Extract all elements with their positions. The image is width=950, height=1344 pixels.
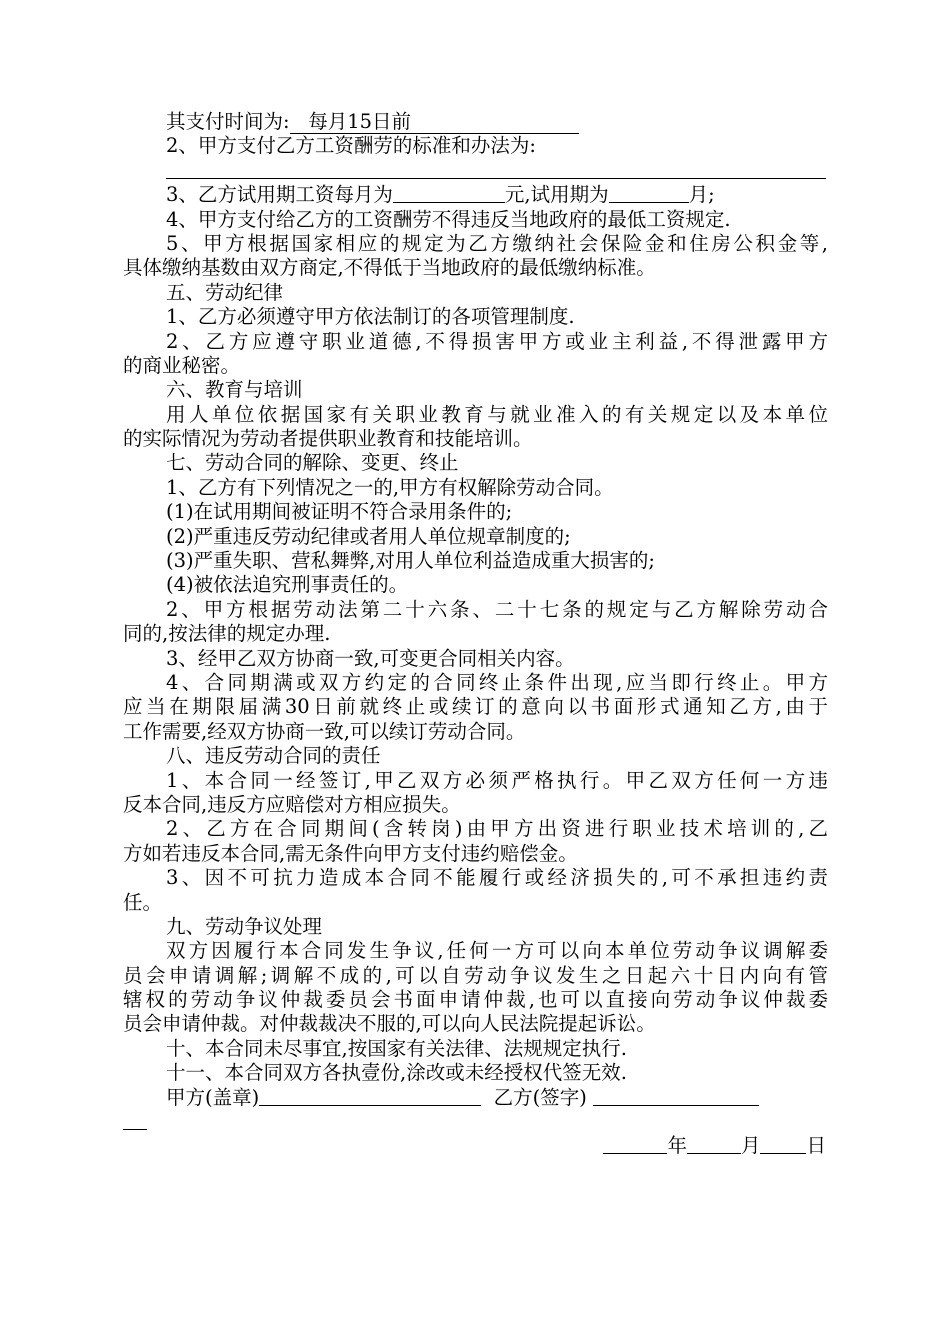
year-blank [603,1134,667,1154]
section-9-title: 九、劳动争议处理 [166,914,323,938]
clause-6-1-cont: 的实际情况为劳动者提供职业教育和技能培训。 [123,427,533,451]
section-5-title: 五、劳动纪律 [166,280,284,304]
clause-4-4: 4、甲方支付给乙方的工资酬劳不得违反当地政府的最低工资规定. [166,207,731,231]
section-11: 十一、本合同双方各执壹份,涂改或未经授权代签无效. [166,1061,627,1085]
clause-8-1: 1、本合同一经签订,甲乙双方必须严格执行。甲乙双方任何一方违 [166,768,828,792]
clause-7-1: 1、乙方有下列情况之一的,甲方有权解除劳动合同。 [166,475,614,499]
clause-5-2: 2、乙方应遵守职业道德,不得损害甲方或业主利益,不得泄露甲方 [166,329,828,353]
clause-8-3: 3、因不可抗力造成本合同不能履行或经济损失的,可不承担违约责 [166,866,828,890]
probation-period-blank [609,183,689,203]
clause-4-3: 3、乙方试用期工资每月为 元,试用期为 月; [166,183,715,207]
party-a-blank [259,1086,481,1106]
clause-9-1-cont2: 辖权的劳动争议仲裁委员会书面申请仲裁,也可以直接向劳动争议仲裁委 [123,988,828,1012]
signature-line [123,1086,828,1110]
clause-7-4: 4、合同期满或双方约定的合同终止条件出现,应当即行终止。甲方 [166,670,828,694]
month-label: 月 [740,1134,761,1158]
clause-4-2: 2、甲方支付乙方工资酬劳的标准和办法为: [166,134,536,158]
blank-line [123,159,828,183]
clause-5-2-cont: 的商业秘密。 [123,353,241,377]
party-b-blank [593,1086,759,1106]
section-6-title: 六、教育与培训 [166,378,303,402]
probation-wage-blank [393,183,505,203]
pay-time-value: 每月15日前 [290,110,579,134]
clause-7-1-2: (2)严重违反劳动纪律或者用人单位规章制度的; [166,524,571,548]
date-line [123,1134,828,1158]
day-blank [760,1134,806,1154]
clause-9-1: 双方因履行本合同发生争议,任何一方可以向本单位劳动争议调解委 [166,939,828,963]
clause-7-2: 2、甲方根据劳动法第二十六条、二十七条的规定与乙方解除劳动合 [166,597,828,621]
section-10: 十、本合同未尽事宜,按国家有关法律、法规规定执行. [166,1036,627,1060]
clause-7-1-1: (1)在试用期间被证明不符合录用条件的; [166,500,513,524]
clause-9-1-cont3: 员会申请仲裁。对仲裁裁决不服的,可以向人民法院提起诉讼。 [123,1012,656,1036]
clause-7-1-3: (3)严重失职、营私舞弊,对用人单位利益造成重大损害的; [166,549,655,573]
blank-fill [166,159,826,179]
pay-time-line [123,110,828,134]
clause-4-5: 5、甲方根据国家相应的规定为乙方缴纳社会保险金和住房公积金等, [166,231,828,255]
clause-8-1-cont: 反本合同,违反方应赔偿对方相应损失。 [123,792,461,816]
clause-7-2-cont: 同的,按法律的规定办理. [123,622,331,646]
signature-line-cont [123,1110,828,1134]
party-b-label: 乙方(签字) [493,1085,587,1109]
clause-5-1: 1、乙方必须遵守甲方依法制订的各项管理制度. [166,305,575,329]
clause-7-3: 3、经甲乙双方协商一致,可变更合同相关内容。 [166,646,575,670]
pay-time-label: 其支付时间为: [166,110,290,133]
party-a-label: 甲方(盖章) [166,1085,260,1109]
year-label: 年 [667,1134,687,1158]
clause-7-4-cont: 应当在期限届满30日前就终止或续订的意向以书面形式通知乙方,由于 [123,695,828,719]
clause-8-3-cont: 任。 [123,890,163,914]
clause-8-2-cont: 方如若违反本合同,需无条件向甲方支付违约赔偿金。 [123,841,578,865]
clause-9-1-cont: 员会申请调解;调解不成的,可以自劳动争议发生之日起六十日内向有管 [123,963,828,987]
clause-7-4-cont2: 工作需要,经双方协商一致,可以续订劳动合同。 [123,719,526,743]
clause-4-5-cont: 具体缴纳基数由双方商定,不得低于当地政府的最低缴纳标准。 [123,256,656,280]
clause-7-1-4: (4)被依法追究刑事责任的。 [166,573,409,597]
clause-8-2: 2、乙方在合同期间(含转岗)由甲方出资进行职业技术培训的,乙 [166,817,828,841]
section-8-title: 八、违反劳动合同的责任 [166,744,381,768]
clause-6-1: 用人单位依据国家有关职业教育与就业准入的有关规定以及本单位 [166,402,828,426]
day-label: 日 [806,1134,826,1158]
party-b-blank-cont [123,1110,147,1130]
month-blank [687,1134,741,1154]
contract-page [123,110,828,1159]
section-7-title: 七、劳动合同的解除、变更、终止 [166,451,459,475]
